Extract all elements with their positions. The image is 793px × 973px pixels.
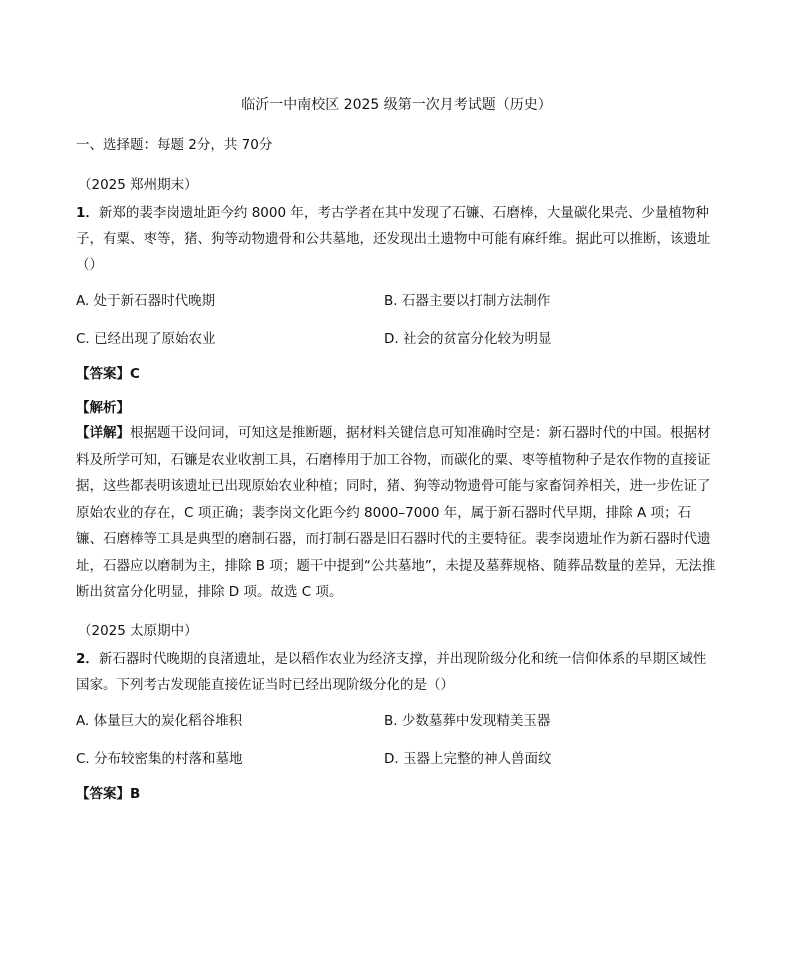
question-text: 新石器时代晚期的良渚遗址，是以稻作农业为经济支撑，并出现阶级分化和统一信仰体系的早期区域性国家。下列考古发现能直接佐证当时已经出现阶级分化的是（） <box>76 650 707 693</box>
option-a: A. 体量巨大的炭化稻谷堆积 <box>76 712 243 729</box>
detail-label: 【详解】 <box>76 425 130 441</box>
question-text: 新郑的裴李岗遗址距今约 8000 年，考古学者在其中发现了石镰、石磨棒，大量碳化果壳、少量植物种子，有粟、枣等，猪、狗等动物遗骨和公共墓地，还发现出土遗物中可能有麻纤维。据此可以推断，该遗址（） <box>76 205 711 273</box>
section-heading: 一、选择题：每题 2分，共 70分 <box>76 137 273 153</box>
option-b: B. 少数墓葬中发现精美玉器 <box>384 712 551 729</box>
option-c: C. 分布较密集的村落和墓地 <box>76 750 243 767</box>
answer-value: B <box>130 785 141 802</box>
option-c: C. 已经出现了原始农业 <box>76 331 216 347</box>
answer-label: 【答案】 <box>76 785 130 802</box>
question-stem <box>76 646 717 698</box>
detail-text: 根据题干设问词，可知这是推断题，据材料关键信息可知准确时空是：新石器时代的中国。根据材料及所学可知，石镰是农业收割工具，石磨棒用于加工谷物，而碳化的粟、枣等植物种子是农作物的直接证据，这些都表明该遗址已出现原始农业种植；同时，猪、狗等动物遗骨可能与家畜饲养相关，进一步佐证了原始农业的存在，C 项正确；裴李岗文化距今约 8000–7000 年，属于新石器时代早期，排除 A 项；石镰、石磨棒等工具是典型的磨制石器，而打制石器是旧石器时代的主要特征。裴李岗遗址作为新石器时代遗址，石器应以磨制为主，排除 B 项；题干中提到“公共墓地”，未提及墓葬规格、随葬品数量的差异，无法推断出贫富分化明显，排除 D 项。故选 C 项。 <box>76 425 716 600</box>
answer-label: 【答案】 <box>76 366 130 382</box>
analysis-label: 【解析】 <box>76 400 130 416</box>
question-source: （2025 太原期中） <box>78 622 198 639</box>
question-number: 1． <box>76 205 99 221</box>
detail-paragraph <box>76 420 717 606</box>
question-stem <box>76 200 717 278</box>
page-title: 临沂一中南校区 2025 级第一次月考试题（历史） <box>241 97 552 113</box>
option-d: D. 社会的贫富分化较为明显 <box>384 331 552 347</box>
answer-value: C <box>130 366 140 382</box>
option-a: A. 处于新石器时代晚期 <box>76 293 216 309</box>
answer-line <box>76 362 717 386</box>
option-list <box>76 288 717 352</box>
question-1 <box>76 174 717 606</box>
option-d: D. 玉器上完整的神人兽面纹 <box>384 750 552 767</box>
question-source: （2025 郑州期末） <box>78 177 198 193</box>
question-number: 2． <box>76 650 99 667</box>
answer-line <box>76 782 717 806</box>
option-b: B. 石器主要以打制方法制作 <box>384 293 551 309</box>
question-2 <box>76 620 717 806</box>
option-list <box>76 708 717 772</box>
